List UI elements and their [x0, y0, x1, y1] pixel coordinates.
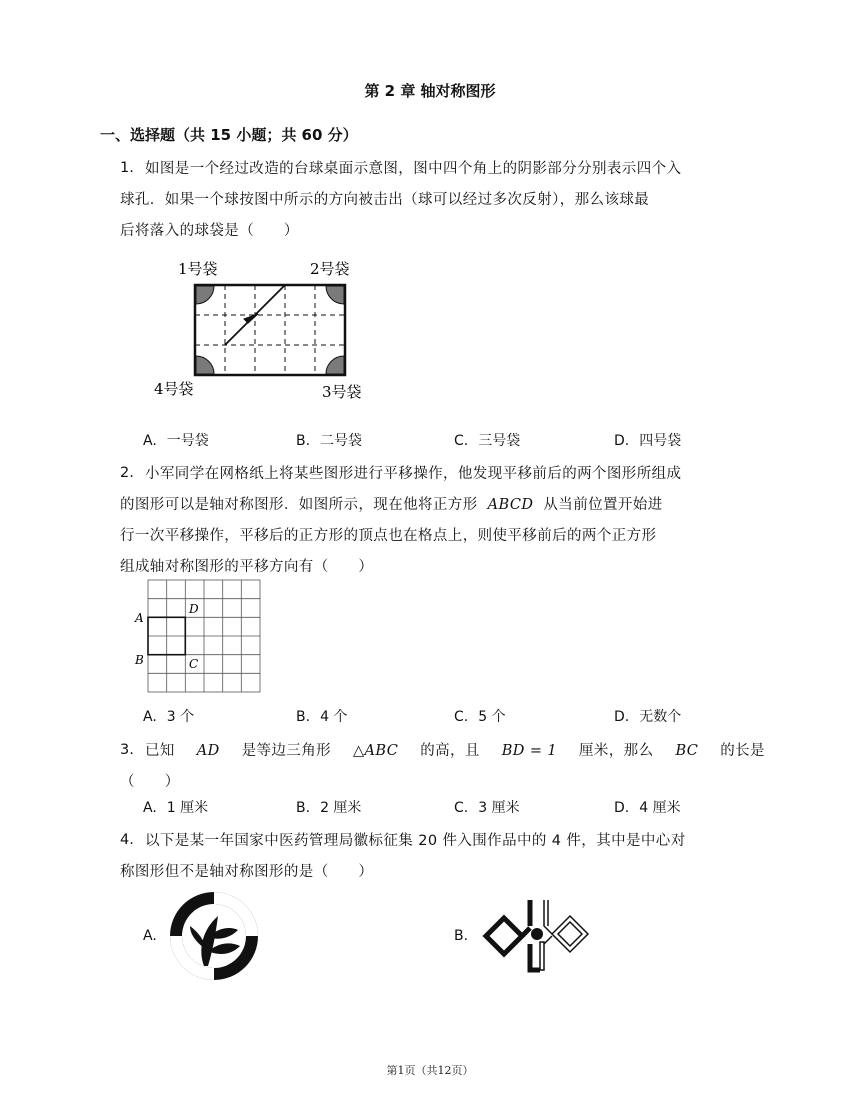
- pocket-label-3: 3号袋: [322, 383, 362, 401]
- emblem-a-leaf-icon: [168, 890, 260, 982]
- vertex-label-b: B: [135, 653, 144, 667]
- option-c[interactable]: C. 3 厘米: [454, 800, 520, 816]
- page-title: 第 2 章 轴对称图形: [364, 82, 496, 100]
- grid-figure: [132, 578, 264, 694]
- emblem-b-diamond-icon: [482, 896, 594, 976]
- pocket-label-2: 2号袋: [310, 260, 350, 278]
- question-text: 以下是某一年国家中医药管理局徽标征集 20 件入围作品中的 4 件，其中是中心对 称图形但不是轴对称图形的是（ ）: [120, 833, 686, 880]
- question-number: 3.: [120, 742, 134, 758]
- option-b[interactable]: B. 4 个: [296, 709, 348, 725]
- option-b[interactable]: B. 二号袋: [296, 433, 363, 449]
- vertex-label-a: A: [135, 611, 144, 625]
- option-a[interactable]: A. 一号袋: [143, 433, 209, 449]
- option-d[interactable]: D. 无数个: [614, 709, 682, 725]
- pocket-label-1: 1号袋: [178, 260, 218, 278]
- question-number: 2.: [120, 465, 134, 481]
- question-text: 小军同学在网格纸上将某些图形进行平移操作，他发现平移前后的两个图形所组成 的图形可以是轴对称图形．如图所示，现在他将正方形 ABCD 从当前位置开始进 行一次平移操作，平移后的正方形的顶点也在格点上，则使平移前后的两个正方形 组成轴对称图形的平移方向有（ ）: [120, 466, 682, 575]
- vertex-label-d: D: [189, 602, 199, 616]
- vertex-label-c: C: [189, 657, 199, 671]
- option-a[interactable]: A. 1 厘米: [143, 800, 209, 816]
- question-number: 1.: [120, 160, 134, 176]
- option-d[interactable]: D. 四号袋: [614, 433, 682, 449]
- option-d[interactable]: D. 4 厘米: [614, 800, 681, 816]
- section-heading: 一、选择题（共 15 小题；共 60 分）: [100, 126, 358, 144]
- question-text: 如图是一个经过改造的台球桌面示意图，图中四个角上的阴影部分分别表示四个入 球孔．如果一个球按图中所示的方向被击出（球可以经过多次反射），那么该球最 后将落入的球袋是（ ）: [120, 161, 682, 239]
- option-a[interactable]: A. 3 个: [143, 709, 195, 725]
- page-footer: 第1页（共12页）: [386, 1064, 474, 1077]
- option-c[interactable]: C. 三号袋: [454, 433, 521, 449]
- option-c[interactable]: C. 5 个: [454, 709, 506, 725]
- pocket-1-corner: [196, 286, 214, 304]
- option-b[interactable]: B.: [454, 928, 469, 944]
- billiard-table-figure: [150, 252, 390, 407]
- option-b[interactable]: B. 2 厘米: [296, 800, 362, 816]
- option-a[interactable]: A.: [143, 928, 157, 944]
- question-text: 已知 AD 是等边三角形 △ABC 的高，且 BD = 1 厘米，那么 BC 的长是 （ ）: [120, 743, 765, 790]
- pocket-4-corner: [196, 356, 214, 374]
- pocket-2-corner: [326, 286, 344, 304]
- question-number: 4.: [120, 832, 134, 848]
- pocket-3-corner: [326, 356, 344, 374]
- pocket-label-4: 4号袋: [154, 380, 194, 398]
